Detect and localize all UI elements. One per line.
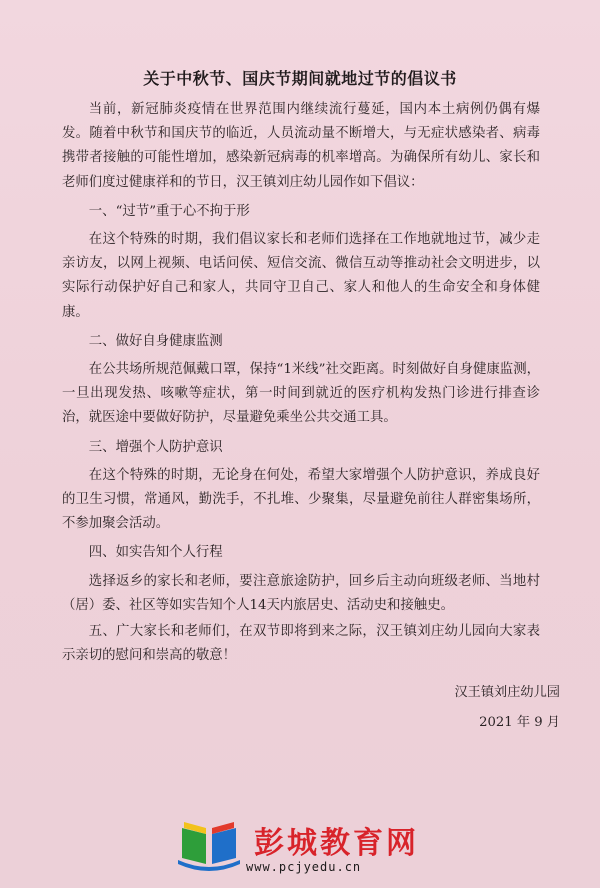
signature-date: 2021 年 9 月 [479, 715, 560, 730]
open-book-logo-icon [176, 814, 242, 872]
signature-block [400, 678, 560, 738]
signature-organization: 汉王镇刘庄幼儿园 [454, 685, 560, 700]
section-paragraph-4: 选择返乡的家长和老师，要注意旅途防护，回乡后主动向班级老师、当地村（居）委、社区等如实告知个人14天内旅居史、活动史和接触史。 [62, 573, 540, 613]
section-heading-3: 三、增强个人防护意识 [88, 439, 223, 455]
section-paragraph-1: 在这个特殊的时期，我们倡议家长和老师们选择在工作地就地过节，减少走亲访友，以网上视频、电话问侯、短信交流、微信互动等推动社会文明进步，以实际行动保护好自己和家人，共同守卫自己、家人和他人的生命安全和身体健康。 [62, 232, 540, 320]
site-watermark [176, 814, 446, 876]
document-title: 关于中秋节、国庆节期间就地过节的倡议书 [143, 69, 457, 88]
watermark-url: www.pcjyedu.cn [246, 860, 362, 874]
intro-paragraph: 当前，新冠肺炎疫情在世界范围内继续流行蔓延，国内本土病例仍偶有爆发。随着中秋节和国庆节的临近，人员流动量不断增大，与无症状感染者、病毒携带者接触的可能性增加，感染新冠病毒的机率增高。为确保所有幼儿、家长和老师们度过健康祥和的节日，汉王镇刘庄幼儿园作如下倡议： [62, 102, 540, 190]
section-heading-1: 一、“过节”重于心不拘于形 [88, 203, 250, 219]
section-heading-4: 四、如实告知个人行程 [88, 545, 223, 561]
section-paragraph-2: 在公共场所规范佩戴口罩，保持“1米线”社交距离。时刻做好自身健康监测，一旦出现发热、咳嗽等症状，第一时间到就近的医疗机构发热门诊进行排查诊治，就医途中要做好防护，尽量避免乘坐公共交通工具。 [62, 362, 540, 426]
watermark-brand: 彭城教育网 [254, 826, 419, 861]
document-body [62, 98, 540, 668]
section-paragraph-3: 在这个特殊的时期，无论身在何处，希望大家增强个人防护意识，养成良好的卫生习惯，常通风，勤洗手，不扎堆、少聚集，尽量避免前往人群密集场所，不参加聚会活动。 [62, 467, 540, 532]
section-heading-2: 二、做好自身健康监测 [88, 333, 223, 349]
closing-paragraph: 五、广大家长和老师们，在双节即将到来之际，汉王镇刘庄幼儿园向大家表示亲切的慰问和崇高的敬意！ [62, 624, 540, 664]
